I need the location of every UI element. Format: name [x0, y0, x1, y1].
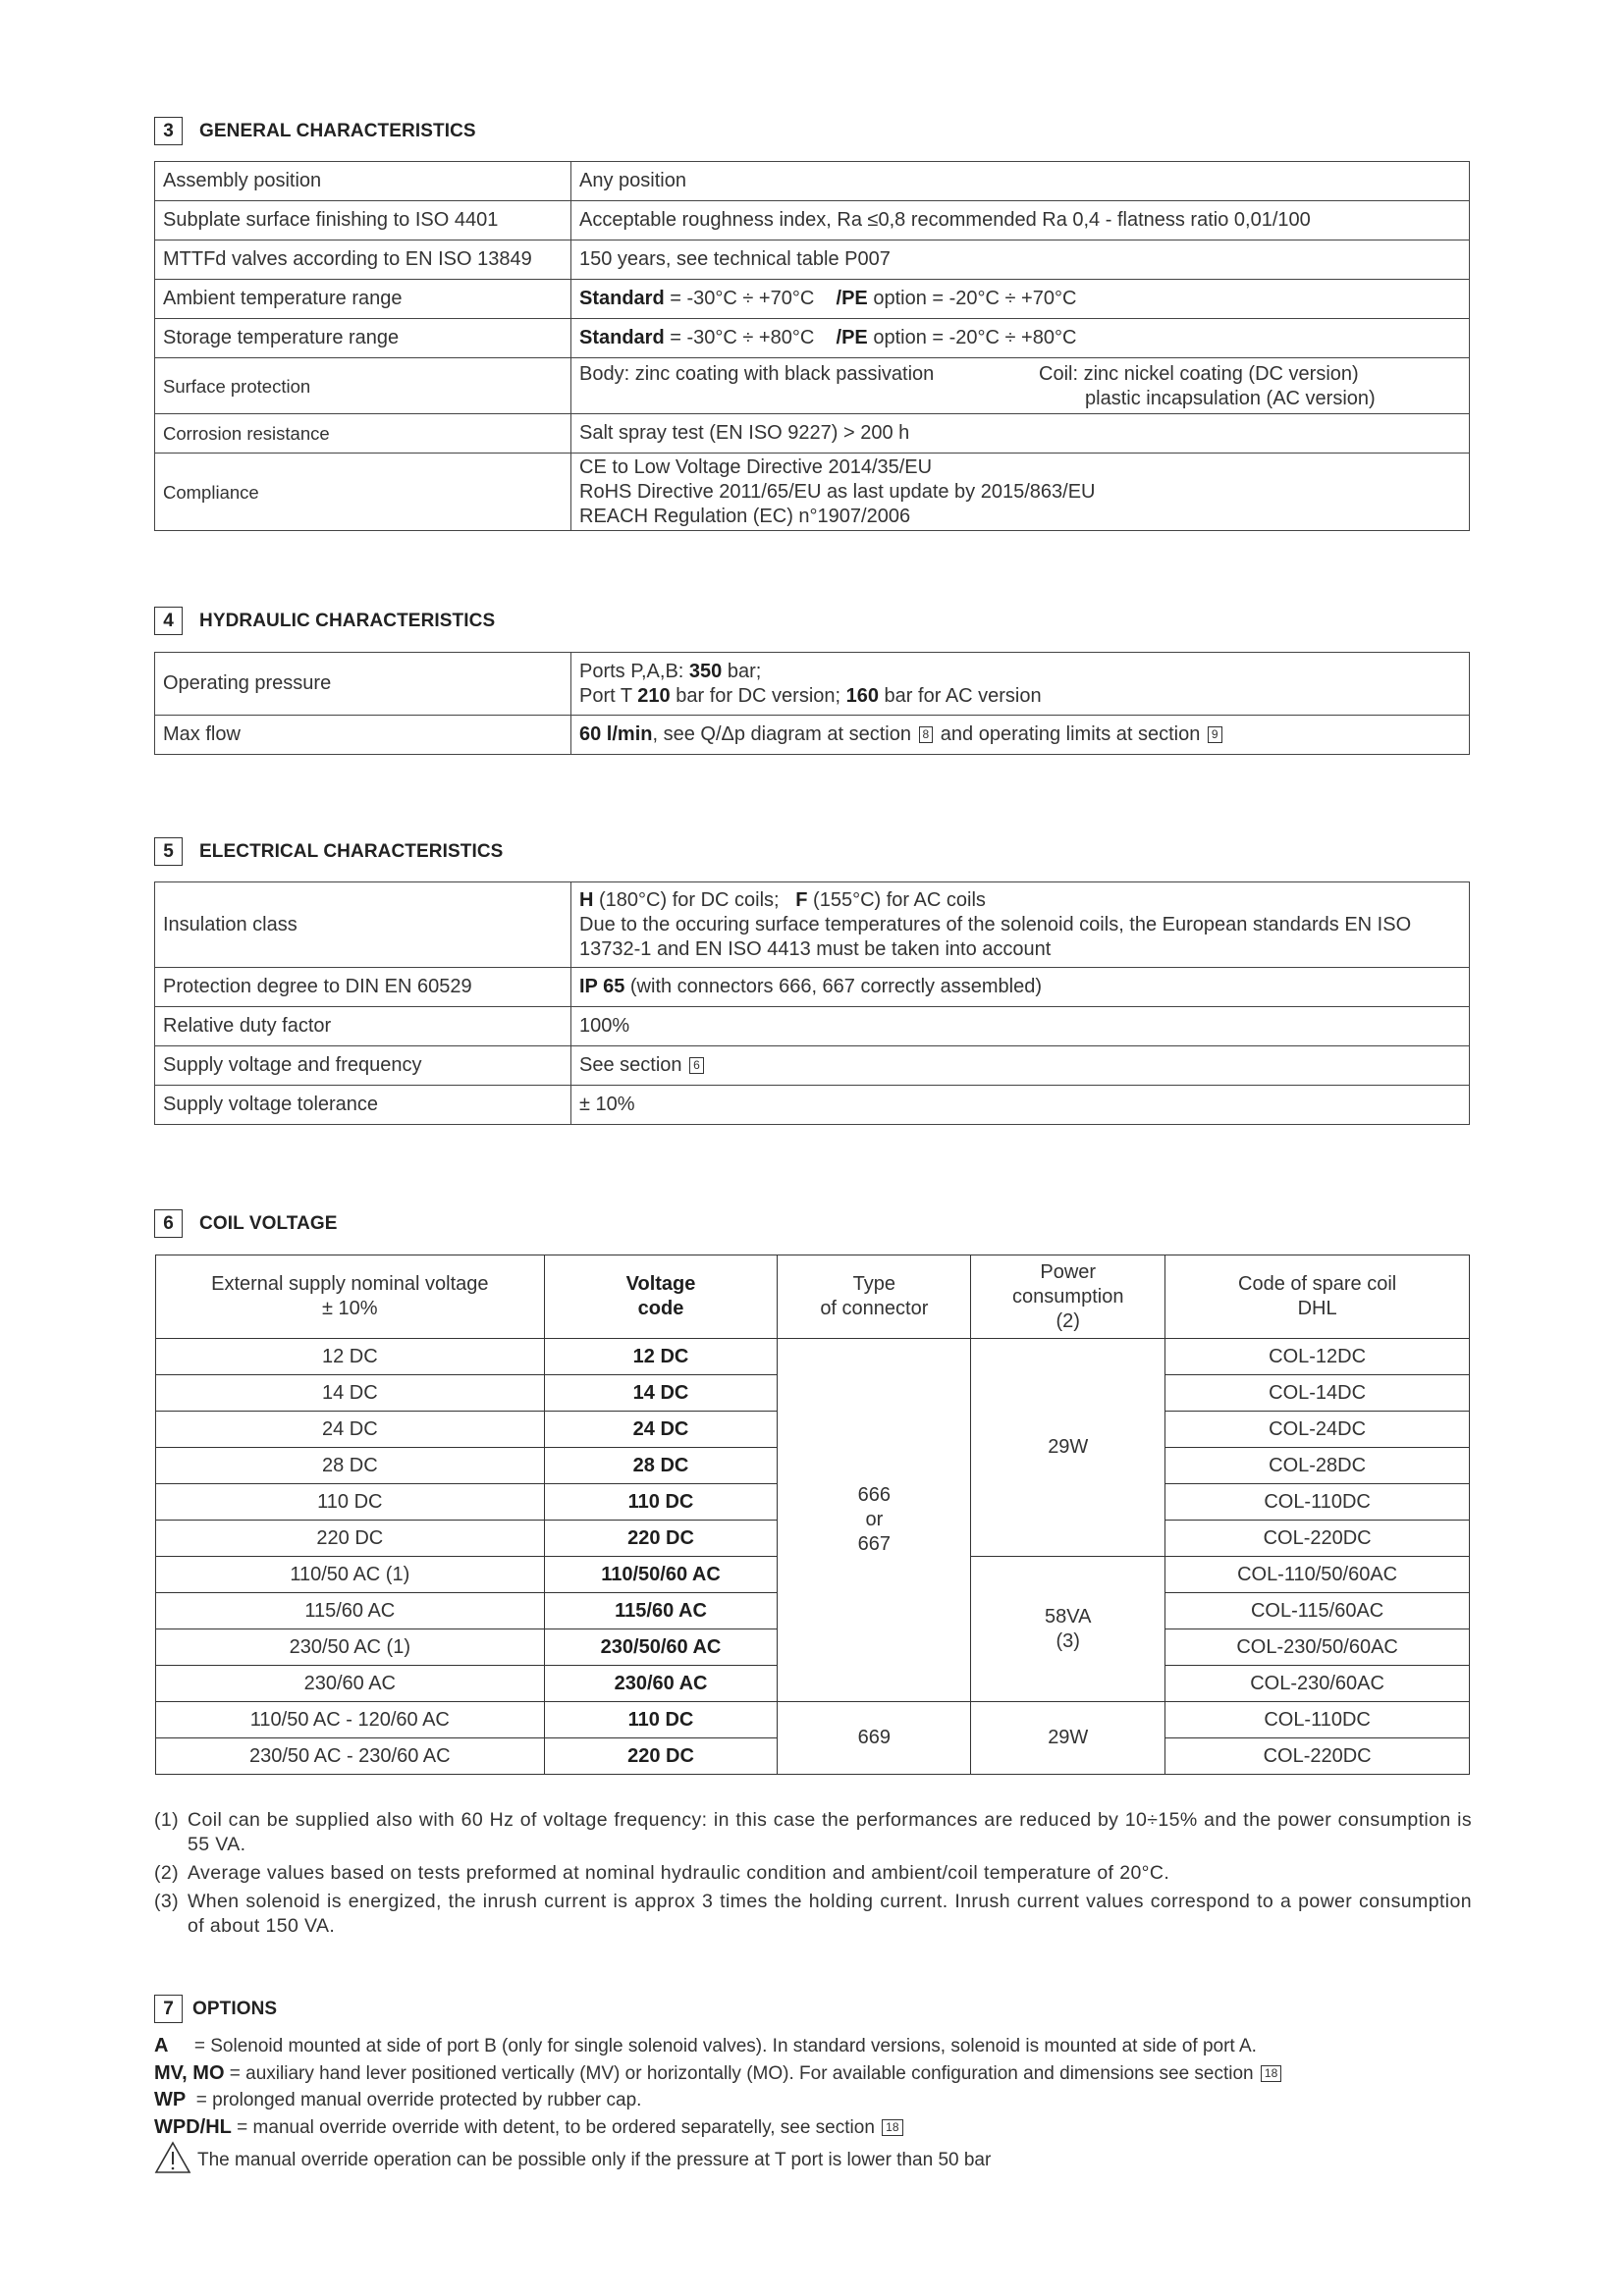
row-value: Acceptable roughness index, Ra ≤0,8 recommended Ra 0,4 - flatness ratio 0,01/100	[571, 201, 1470, 240]
footnote	[154, 1808, 1472, 1857]
section-ref-link[interactable]: 18	[1261, 2065, 1281, 2082]
spare-cell: COL-220DC	[1165, 1521, 1470, 1557]
footnote-number: (3)	[154, 1891, 180, 1912]
option-item	[154, 2114, 1283, 2142]
max-flow-value: 60 l/min	[579, 723, 653, 745]
row-label: Insulation class	[155, 882, 571, 968]
electrical-characteristics-table	[154, 881, 1470, 1125]
surface-coil-ac: plastic incapsulation (AC version)	[1085, 388, 1376, 409]
section-header-electrical	[154, 836, 503, 867]
compliance-line: REACH Regulation (EC) n°1907/2006	[579, 505, 911, 527]
header-text: Type	[852, 1273, 896, 1295]
table-row	[155, 1086, 1470, 1125]
row-label: Assembly position	[155, 162, 571, 201]
table-row	[155, 653, 1470, 716]
table-row	[155, 1007, 1470, 1046]
code-cell: 230/50/60 AC	[544, 1629, 778, 1666]
spacer	[168, 2036, 193, 2056]
pressure-value: 160	[845, 684, 879, 707]
col-header-power	[971, 1255, 1165, 1339]
col-header-spare	[1165, 1255, 1470, 1339]
supply-cell: 230/50 AC - 230/60 AC	[156, 1738, 545, 1775]
code-cell: 12 DC	[544, 1339, 778, 1375]
power-cell	[971, 1557, 1165, 1702]
coil-footnotes	[154, 1808, 1472, 1943]
ip-rating: IP 65	[579, 976, 625, 997]
section-number: 4	[154, 607, 183, 635]
power-cell: 29W	[971, 1702, 1165, 1775]
table-row	[155, 240, 1470, 280]
pressure-ports-line	[579, 660, 1461, 684]
warning-note	[154, 2141, 991, 2180]
supply-cell: 230/50 AC (1)	[156, 1629, 545, 1666]
code-cell: 14 DC	[544, 1375, 778, 1412]
footnote-text: Coil can be supplied also with 60 Hz of voltage frequency: in this case the performances are reduced by 10÷15% and the power consumption is 55 VA.	[188, 1809, 1472, 1855]
supply-cell: 230/60 AC	[156, 1666, 545, 1702]
class-h: H	[579, 888, 594, 911]
code-cell: 24 DC	[544, 1412, 778, 1448]
section-title: OPTIONS	[192, 1998, 278, 2019]
code-cell: 115/60 AC	[544, 1593, 778, 1629]
col-header-supply	[156, 1255, 545, 1339]
section-number: 6	[154, 1209, 183, 1238]
option-item	[154, 2087, 1283, 2114]
row-label: Supply voltage tolerance	[155, 1086, 571, 1125]
hydraulic-characteristics-table	[154, 652, 1470, 755]
text: (with connectors 666, 667 correctly assembled)	[624, 976, 1042, 997]
option-key: WPD/HL	[154, 2115, 232, 2138]
header-text: of connector	[820, 1298, 929, 1319]
table-row	[155, 1046, 1470, 1086]
col-header-connector	[778, 1255, 971, 1339]
section-header-general	[154, 116, 476, 146]
table-row	[155, 454, 1470, 531]
code-cell: 110 DC	[544, 1702, 778, 1738]
row-label: Ambient temperature range	[155, 280, 571, 319]
table-row	[155, 716, 1470, 755]
section-header-hydraulic	[154, 606, 495, 636]
text: (3)	[1056, 1629, 1080, 1652]
surface-body: Body: zinc coating with black passivation	[579, 363, 935, 385]
row-label: Surface protection	[155, 358, 571, 414]
header-text: (2)	[1056, 1309, 1080, 1332]
text: (180°C) for DC coils;	[593, 888, 796, 911]
spare-cell: COL-12DC	[1165, 1339, 1470, 1375]
table-row	[155, 414, 1470, 454]
row-label: Subplate surface finishing to ISO 4401	[155, 201, 571, 240]
table-row	[155, 319, 1470, 358]
spare-cell: COL-14DC	[1165, 1375, 1470, 1412]
spare-cell: COL-28DC	[1165, 1448, 1470, 1484]
pressure-value: 350	[688, 660, 723, 682]
spare-cell: COL-110/50/60AC	[1165, 1557, 1470, 1593]
code-cell: 28 DC	[544, 1448, 778, 1484]
class-f: F	[795, 888, 808, 911]
text: or	[865, 1509, 884, 1530]
row-label: Supply voltage and frequency	[155, 1046, 571, 1086]
spare-cell: COL-230/60AC	[1165, 1666, 1470, 1702]
supply-cell: 220 DC	[156, 1521, 545, 1557]
text: bar;	[722, 660, 762, 682]
row-label: Corrosion resistance	[155, 414, 571, 454]
row-label: Storage temperature range	[155, 319, 571, 358]
pe-value: option = -20°C ÷ +80°C	[867, 327, 1077, 348]
row-value	[571, 280, 1470, 319]
option-text: = Solenoid mounted at side of port B (only for single solenoid valves). In standard versions, solenoid is mounted at side of port A.	[193, 2036, 1257, 2056]
section-ref-link[interactable]: 8	[919, 726, 934, 743]
code-cell: 110 DC	[544, 1484, 778, 1521]
section-ref-link[interactable]: 18	[882, 2119, 902, 2136]
table-row	[156, 1702, 1470, 1738]
section-ref-link[interactable]: 9	[1208, 726, 1222, 743]
row-label: Protection degree to DIN EN 60529	[155, 968, 571, 1007]
row-value	[571, 882, 1470, 968]
text: bar for AC version	[879, 684, 1042, 707]
table-row	[155, 162, 1470, 201]
standard-label: Standard	[579, 327, 665, 348]
table-row	[155, 358, 1470, 414]
header-text: DHL	[1297, 1298, 1337, 1319]
option-item	[154, 2060, 1283, 2088]
pressure-port-t-line	[579, 684, 1461, 709]
connector-cell: 669	[778, 1702, 971, 1775]
text: 58VA	[1045, 1605, 1092, 1628]
supply-cell: 110/50 AC (1)	[156, 1557, 545, 1593]
header-text: code	[637, 1298, 684, 1319]
section-header-coil-voltage	[154, 1208, 338, 1239]
code-cell: 220 DC	[544, 1521, 778, 1557]
text: See section	[579, 1054, 688, 1076]
table-row	[156, 1339, 1470, 1375]
pe-value: option = -20°C ÷ +70°C	[867, 288, 1077, 309]
spare-cell: COL-220DC	[1165, 1738, 1470, 1775]
header-text: Code of spare coil	[1238, 1273, 1397, 1295]
row-label: Compliance	[155, 454, 571, 531]
section-number: 3	[154, 117, 183, 145]
options-list	[154, 2033, 1283, 2141]
row-label: MTTFd valves according to EN ISO 13849	[155, 240, 571, 280]
footnote-number: (1)	[154, 1809, 180, 1831]
text: (155°C) for AC coils	[807, 888, 986, 911]
col-header-code	[544, 1255, 778, 1339]
section-number: 5	[154, 837, 183, 866]
pe-label: /PE	[836, 327, 868, 348]
table-header-row	[156, 1255, 1470, 1339]
option-text: = prolonged manual override protected by rubber cap.	[195, 2090, 642, 2110]
row-value	[571, 358, 1470, 414]
header-text: Power	[1040, 1260, 1097, 1283]
footnote	[154, 1861, 1472, 1886]
section-title: GENERAL CHARACTERISTICS	[199, 120, 476, 141]
insulation-note: Due to the occuring surface temperatures of the solenoid coils, the European standards EN ISO	[579, 913, 1412, 935]
header-text: ± 10%	[322, 1298, 378, 1319]
compliance-line: CE to Low Voltage Directive 2014/35/EU	[579, 455, 933, 478]
insulation-line	[579, 888, 1461, 913]
footnote-text: Average values based on tests preformed at nominal hydraulic condition and ambient/coil temperature of 20°C.	[188, 1862, 1170, 1884]
footnote-text: When solenoid is energized, the inrush current is approx 3 times the holding current. Inrush current values correspond to a power consumption of about 150 VA.	[188, 1891, 1472, 1937]
spare-cell: COL-110DC	[1165, 1702, 1470, 1738]
table-row	[155, 968, 1470, 1007]
text: and operating limits at section	[935, 723, 1206, 745]
row-value	[571, 716, 1470, 755]
supply-cell: 110/50 AC - 120/60 AC	[156, 1702, 545, 1738]
table-row	[155, 882, 1470, 968]
text: Ports P,A,B:	[579, 660, 689, 682]
compliance-line: RoHS Directive 2011/65/EU as last update by 2015/863/EU	[579, 480, 1096, 503]
section-header-options	[154, 1994, 277, 2024]
option-item	[154, 2033, 1283, 2060]
code-cell: 110/50/60 AC	[544, 1557, 778, 1593]
row-label: Relative duty factor	[155, 1007, 571, 1046]
text: Port T	[579, 684, 638, 707]
spare-cell: COL-230/50/60AC	[1165, 1629, 1470, 1666]
code-cell: 220 DC	[544, 1738, 778, 1775]
row-value	[571, 454, 1470, 531]
supply-cell: 24 DC	[156, 1412, 545, 1448]
spacer	[186, 2090, 196, 2110]
header-text: External supply nominal voltage	[211, 1273, 489, 1295]
footnote	[154, 1890, 1472, 1939]
footnote-number: (2)	[154, 1862, 180, 1884]
pressure-value: 210	[637, 684, 671, 707]
surface-coil: Coil: zinc nickel coating (DC version)	[1039, 363, 1359, 385]
option-key: A	[154, 2035, 169, 2056]
coil-voltage-table	[155, 1255, 1470, 1775]
row-value: 100%	[571, 1007, 1470, 1046]
section-title: ELECTRICAL CHARACTERISTICS	[199, 840, 504, 862]
row-value: Salt spray test (EN ISO 9227) > 200 h	[571, 414, 1470, 454]
option-text: = auxiliary hand lever positioned vertically (MV) or horizontally (MO). For available configuration and dimensions see section	[229, 2062, 1259, 2084]
row-value: ± 10%	[571, 1086, 1470, 1125]
spare-cell: COL-110DC	[1165, 1484, 1470, 1521]
text: 666	[857, 1484, 892, 1506]
row-value	[571, 968, 1470, 1007]
text: bar for DC version;	[670, 684, 846, 707]
pe-label: /PE	[836, 288, 868, 309]
insulation-note: 13732-1 and EN ISO 4413 must be taken into account	[579, 937, 1052, 960]
supply-cell: 12 DC	[156, 1339, 545, 1375]
standard-value: = -30°C ÷ +70°C	[664, 288, 815, 309]
supply-cell: 115/60 AC	[156, 1593, 545, 1629]
table-row	[155, 280, 1470, 319]
section-ref-link[interactable]: 6	[689, 1057, 704, 1074]
header-text: consumption	[1012, 1285, 1124, 1308]
row-label: Operating pressure	[155, 653, 571, 716]
row-value	[571, 319, 1470, 358]
row-value	[571, 653, 1470, 716]
row-value: 150 years, see technical table P007	[571, 240, 1470, 280]
standard-value: = -30°C ÷ +80°C	[664, 327, 815, 348]
option-key: WP	[154, 2089, 187, 2110]
row-value: Any position	[571, 162, 1470, 201]
section-title: COIL VOLTAGE	[199, 1212, 338, 1234]
row-value	[571, 1046, 1470, 1086]
option-key: MV, MO	[154, 2061, 225, 2084]
row-label: Max flow	[155, 716, 571, 755]
standard-label: Standard	[579, 288, 665, 309]
option-text: = manual override override with detent, to be ordered separatelly, see section	[237, 2116, 881, 2138]
general-characteristics-table	[154, 161, 1470, 531]
supply-cell: 14 DC	[156, 1375, 545, 1412]
text: 667	[857, 1533, 892, 1555]
spare-cell: COL-24DC	[1165, 1412, 1470, 1448]
header-text: Voltage	[625, 1273, 696, 1295]
supply-cell: 110 DC	[156, 1484, 545, 1521]
warning-text: The manual override operation can be possible only if the pressure at T port is lower than 50 bar	[197, 2150, 992, 2170]
power-cell: 29W	[971, 1339, 1165, 1557]
table-row	[155, 201, 1470, 240]
section-number: 7	[154, 1995, 183, 2023]
supply-cell: 28 DC	[156, 1448, 545, 1484]
connector-cell	[778, 1339, 971, 1702]
warning-triangle-icon	[154, 2141, 197, 2180]
text: , see Q/Δp diagram at section	[652, 723, 917, 745]
spare-cell: COL-115/60AC	[1165, 1593, 1470, 1629]
code-cell: 230/60 AC	[544, 1666, 778, 1702]
section-title: HYDRAULIC CHARACTERISTICS	[199, 610, 496, 631]
